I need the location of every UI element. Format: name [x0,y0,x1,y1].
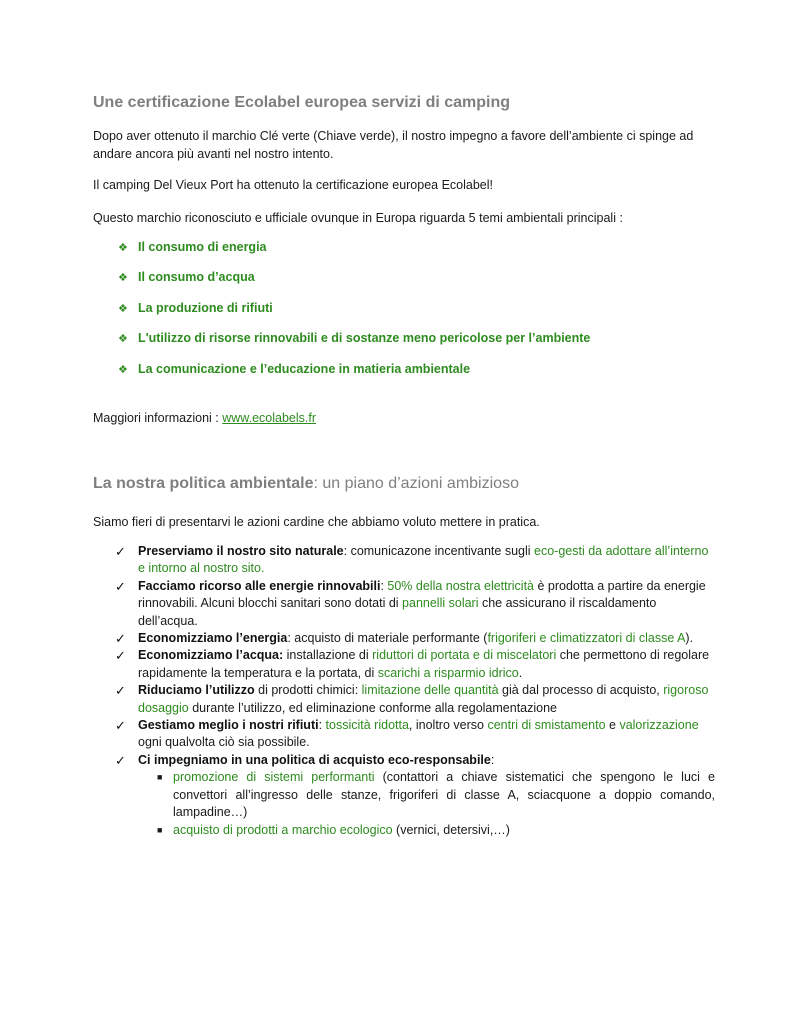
checkmark-icon: ✓ [115,544,126,559]
section2-title [93,475,519,493]
action-item [115,543,715,578]
more-info-label: Maggiori informazioni : [93,411,223,425]
action-text: . [518,665,523,680]
ecolabels-link[interactable]: www.ecolabels.fr [222,411,317,425]
action-item [115,647,715,682]
checkmark-icon: ✓ [115,631,126,647]
action-text: già dal processo di acquisto, [498,683,664,698]
action-text: che permettono di regolare rapidamente la temperatura e la portata, di [138,648,710,680]
action-title: Preserviamo il nostro sito naturale [138,544,344,558]
action-item [115,717,715,752]
diamond-bullet-icon: ❖ [118,242,128,254]
sub-item-highlight: promozione di sistemi performanti [173,770,375,785]
action-highlight: limitazione delle quantità [361,683,499,698]
sub-item-highlight: acquisto di prodotti a marchio ecologico [173,822,393,837]
action-text: che assicurano il riscaldamento dell’acqua. [138,596,657,628]
action-item [115,630,715,647]
action-highlight: centri di smistamento [487,718,606,733]
paragraph-actions-intro: Siamo fieri di presentarvi le azioni cardine che abbiamo voluto mettere in pratica. [93,515,540,529]
actions-list [115,543,715,839]
action-text: : acquisto di materiale performante ( [287,631,488,646]
theme-label: L'utilizzo di risorse rinnovabili e di sostanze meno pericolose per l’ambiente [138,331,591,345]
action-highlight: rigoroso dosaggio [138,683,709,715]
theme-label: Il consumo d’acqua [138,270,255,284]
paragraph-intro: Dopo aver ottenuto il marchio Clé verte (Chiave verde), il nostro impegno a favore dell’ambiente ci spinge ad andare ancora più avanti nel nostro intento. [93,129,694,161]
action-title: Ci impegniamo in una politica di acquisto eco-responsabile [138,752,491,767]
more-info-line [93,409,715,427]
checkmark-icon: ✓ [115,648,126,664]
action-item [115,578,715,630]
theme-label: Il consumo di energia [138,240,267,254]
section2-title-rest: : un piano d’azioni ambizioso [313,475,519,492]
action-text: di prodotti chimici: [254,683,362,698]
theme-item [118,331,590,345]
theme-label: La comunicazione e l’educazione in matieria ambientale [138,362,471,376]
theme-label: La produzione di rifiuti [138,301,273,315]
action-title: Riduciamo l’utilizzo [138,683,255,698]
theme-item [118,301,273,315]
square-bullet-icon: ■ [157,824,163,835]
action-text: e [605,718,620,733]
diamond-bullet-icon: ❖ [118,272,128,284]
action-title: Economizziamo l’acqua: [138,648,284,663]
action-highlight: frigoriferi e climatizzatori di classe A [487,631,686,646]
action-highlight: valorizzazione [619,718,699,733]
action-text: ogni qualvolta ciò sia possibile. [138,735,310,750]
action-title: Gestiamo meglio i nostri rifiuti [138,718,319,733]
section2-title-bold: La nostra politica ambientale [93,475,314,492]
checkmark-icon: ✓ [115,578,126,594]
diamond-bullet-icon: ❖ [118,333,128,345]
paragraph-themes-intro: Questo marchio riconosciuto e ufficiale ovunque in Europa riguarda 5 temi ambientali principali : [93,211,623,225]
sub-item [115,822,715,839]
sub-item-text: (vernici, detersivi,…) [392,822,510,837]
action-highlight: scarichi a risparmio idrico [377,665,519,680]
section1-title: Une certificazione Ecolabel europea servizi di camping [93,94,511,111]
paragraph-camping: Il camping Del Vieux Port ha ottenuto la certificazione europea Ecolabel! [93,178,494,192]
checkmark-icon: ✓ [115,752,126,768]
action-title: Economizziamo l’energia [138,631,288,646]
square-bullet-icon: ■ [157,772,163,783]
action-text: ). [685,631,694,646]
action-text: : [380,578,388,593]
diamond-bullet-icon: ❖ [118,303,128,315]
sub-item [115,769,715,821]
action-highlight: riduttori di portata e di miscelatori [372,648,557,663]
checkmark-icon: ✓ [115,683,126,699]
action-highlight: 50% della nostra elettricità [387,578,535,593]
action-text: : comunicazone incentivante sugli [343,544,535,558]
action-highlight: eco-gesti da adottare all’interno e intorno al nostro sito. [138,544,709,576]
action-text: , inoltro verso [408,718,488,733]
action-highlight: pannelli solari [402,596,479,611]
theme-item [118,270,255,284]
action-text: è prodotta a partire da energie rinnovabili. Alcuni blocchi sanitari sono dotati di [138,578,706,611]
action-item [115,752,715,769]
action-text: : [490,752,495,767]
action-highlight: tossicità ridotta [325,718,409,733]
theme-item [118,362,470,376]
checkmark-icon: ✓ [115,718,126,734]
action-text: : [318,718,326,733]
action-title: Facciamo ricorso alle energie rinnovabili [138,578,381,593]
action-text: durante l’utilizzo, ed eliminazione conforme alla regolamentazione [188,700,558,715]
action-item [115,682,715,717]
sub-item-text: (contattori a chiave sistematici che spengono le luci e convettori all’ingresso delle stanze, frigoriferi di classe A, sciacquone a doppio comando, lampadine…) [173,770,715,820]
diamond-bullet-icon: ❖ [118,364,128,376]
theme-item [118,240,267,254]
action-text: installazione di [283,648,373,663]
